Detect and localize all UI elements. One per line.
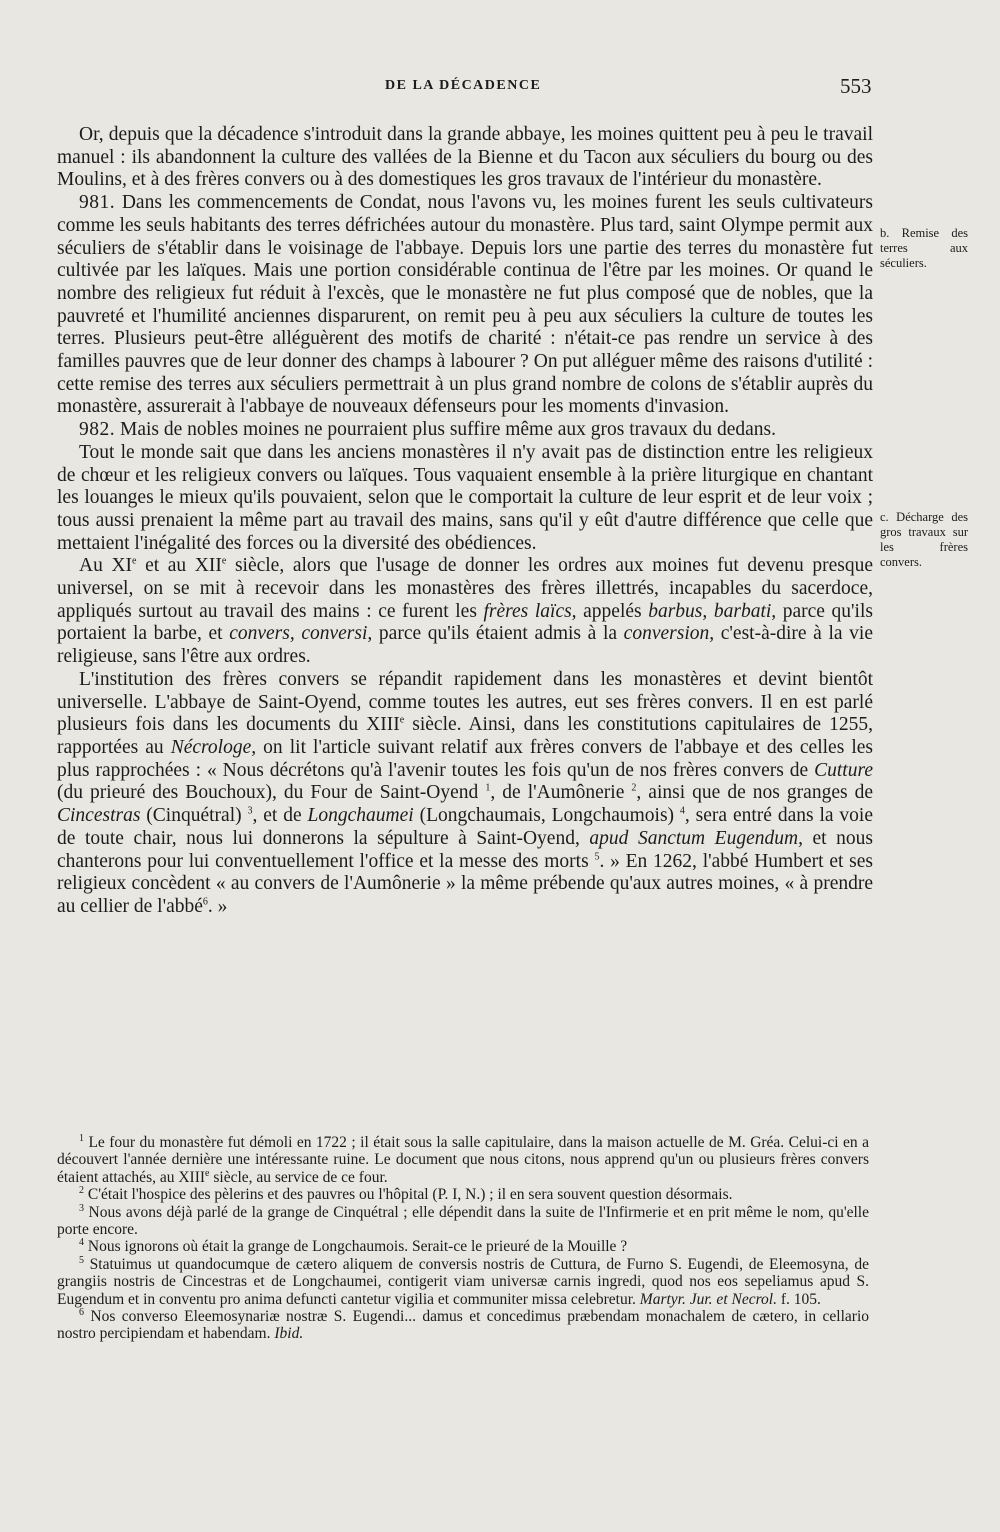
footnote-3: $^3$ Nous avons déjà parlé de la grange de Cinquétral ; elle dépendit dans la suite de l'Infirmerie et en prit même le nom, qu'elle porte encore. — [57, 1202, 869, 1239]
margin-note-remise: b. Remise des terres aux séculiers. — [880, 226, 968, 270]
paragraph-number: 981. — [79, 192, 116, 214]
footnote-1: $^1$ Le four du monastère fut démoli en 1722 ; il était sous la salle capitulaire, dans la maison actuelle de M. Gréa. Celui-ci en a découvert l'année dernière une intéressante ruine. Le document que nous citons, nous apprend qu'un ou plusieurs frères convers étaient attachés, au XIIIe siècle, au service de ce four. — [57, 1132, 869, 1186]
main-text — [57, 124, 873, 919]
margin-note-decharge: c. Décharge des gros travaux sur les frères convers. — [880, 510, 968, 569]
page-number: 553 — [840, 74, 872, 98]
footnote-ref: 1 — [485, 782, 491, 794]
footnotes — [57, 1134, 869, 1343]
footnote-ref: 6 — [202, 896, 208, 908]
footnote-ref: 3 — [247, 805, 253, 817]
paragraph: Or, depuis que la décadence s'introduit dans la grande abbaye, les moines quittent peu à peu le travail manuel : ils abandonnent la culture des vallées de la Bienne et du Tacon aux séculiers du bourg ou des Moulins, et à des frères convers ou à des domestiques les gros travaux de l'intérieur du monastère. — [57, 124, 873, 191]
page-header — [0, 76, 1000, 100]
footnote-5: $^5$ Statuimus ut quandocumque de cætero aliquem de conversis nostris de Cuttura, de Furno S. Eugendi, de Eleemosyna, de grangiis nostris de Cincestras et de Longchaumei, contigerit viam universæ carnis ingredi, quod nos eos sepeliamus apud S. Eugendum et in conventu pro anima defuncti cantetur vigilia et communiter missa celebretur. Martyr. Jur. et Necrol. f. 105. — [57, 1254, 869, 1308]
paragraph-981: 981. Dans les commencements de Condat, nous l'avons vu, les moines furent les seuls cultivateurs comme les seuls habitants des terres défrichées autour du monastère. Plus tard, saint Olympe permit aux séculiers de s'établir dans le voisinage de l'abbaye. Depuis lors une partie des terres du monastère fut cultivée par les laïques. Mais une portion considérable continua de l'être par les moines. Or quand le nombre des religieux fut réduit à l'excès, que le monastère ne fut plus composé que de nobles, que la pauvreté et l'humilité anciennes disparurent, on remit peu à peu aux séculiers la culture de toutes les terres. Plusieurs peut-être alléguèrent des motifs de charité : n'était-ce pas rendre un service à des familles pauvres que de leur donner des champs à labourer ? On put alléguer même des raisons d'utilité : cette remise des terres aux séculiers permettrait à un plus grand nombre de colons de s'établir auprès du monastère, assurerait à l'abbaye de nouveaux défenseurs pour les moments d'invasion. — [57, 192, 874, 418]
paragraph: L'institution des frères convers se répandit rapidement dans les monastères et devint bientôt universelle. L'abbaye de Saint-Oyend, comme toutes les autres, eut ses frères convers. Il en est parlé plusieurs fois dans les documents du XIIIe siècle. Ainsi, dans les constitutions capitulaires de 1255, rapportées au Nécrologe, on lit l'article suivant relatif aux frères convers de l'abbaye et des celles les plus rapprochées : « Nous décrétons qu'à l'avenir toutes les fois qu'un de nos frères convers de Cutture (du prieuré des Bouchoux), du Four de Saint-Oyend $^1$, de l'Aumônerie $^2$, ainsi que de nos granges de Cincestras (Cinquétral) $^3$, et de Longchaumei (Longchaumais, Longchaumois) $^4$, sera entré dans la voie de toute chair, nous lui donnerons la sépulture à Saint-Oyend, apud Sanctum Eugendum, et nous chanterons pour lui conventuellement l'office et la messe des morts $^5$. » En 1262, l'abbé Humbert et ses religieux concèdent « au convers de l'Aumônerie » la même prébende qu'aux autres moines, « à prendre au cellier de l'abbé$^6$. » — [57, 668, 874, 917]
running-title: DE LA DÉCADENCE — [385, 78, 542, 93]
paragraph-982: 982. Mais de nobles moines ne pourraient plus suffire même aux gros travaux du dedans. — [79, 419, 776, 441]
paragraph: Tout le monde sait que dans les anciens monastères il n'y avait pas de distinction entre les religieux de chœur et les religieux convers ou laïques. Tous vaquaient ensemble à la prière liturgique en chantant les louanges le mieux qu'ils pouvaient, selon que le comportait la culture de leur esprit et de leur voix ; tous aussi prenaient la même part au travail des mains, sans qu'il y eût d'autre différence que celle que mettaient l'inégalité des forces ou la diversité des obédiences. — [57, 441, 873, 554]
footnote-ref: 4 — [679, 805, 685, 817]
footnote-ref: 2 — [631, 782, 637, 794]
footnote-4: $^4$ Nous ignorons où était la grange de Longchaumois. Serait-ce le prieuré de la Mouille ? — [79, 1237, 628, 1256]
paragraph: Au XIe et au XIIe siècle, alors que l'usage de donner les ordres aux moines fut devenu presque universel, on se mit à recevoir dans les monastères des frères illettrés, incapables du sacerdoce, appliqués surtout au travail des mains : ce furent les frères laïcs, appelés barbus, barbati, parce qu'ils portaient la barbe, et convers, conversi, parce qu'ils étaient admis à la conversion, c'est-à-dire à la vie religieuse, sans l'être aux ordres. — [57, 555, 873, 668]
paragraph-number: 982. — [79, 419, 116, 441]
footnote-ref: 5 — [594, 851, 600, 862]
footnote-2: $^2$ C'était l'hospice des pèlerins et des pauvres ou l'hôpital (P. I, N.) ; il en sera souvent question désormais. — [79, 1185, 733, 1204]
footnote-6: $^6$ Nos converso Eleemosynariæ nostræ S. Eugendi... damus et concedimus præbendam monachalem de cætero, in cellario nostro percipiendam et habendam. Ibid. — [57, 1306, 869, 1343]
